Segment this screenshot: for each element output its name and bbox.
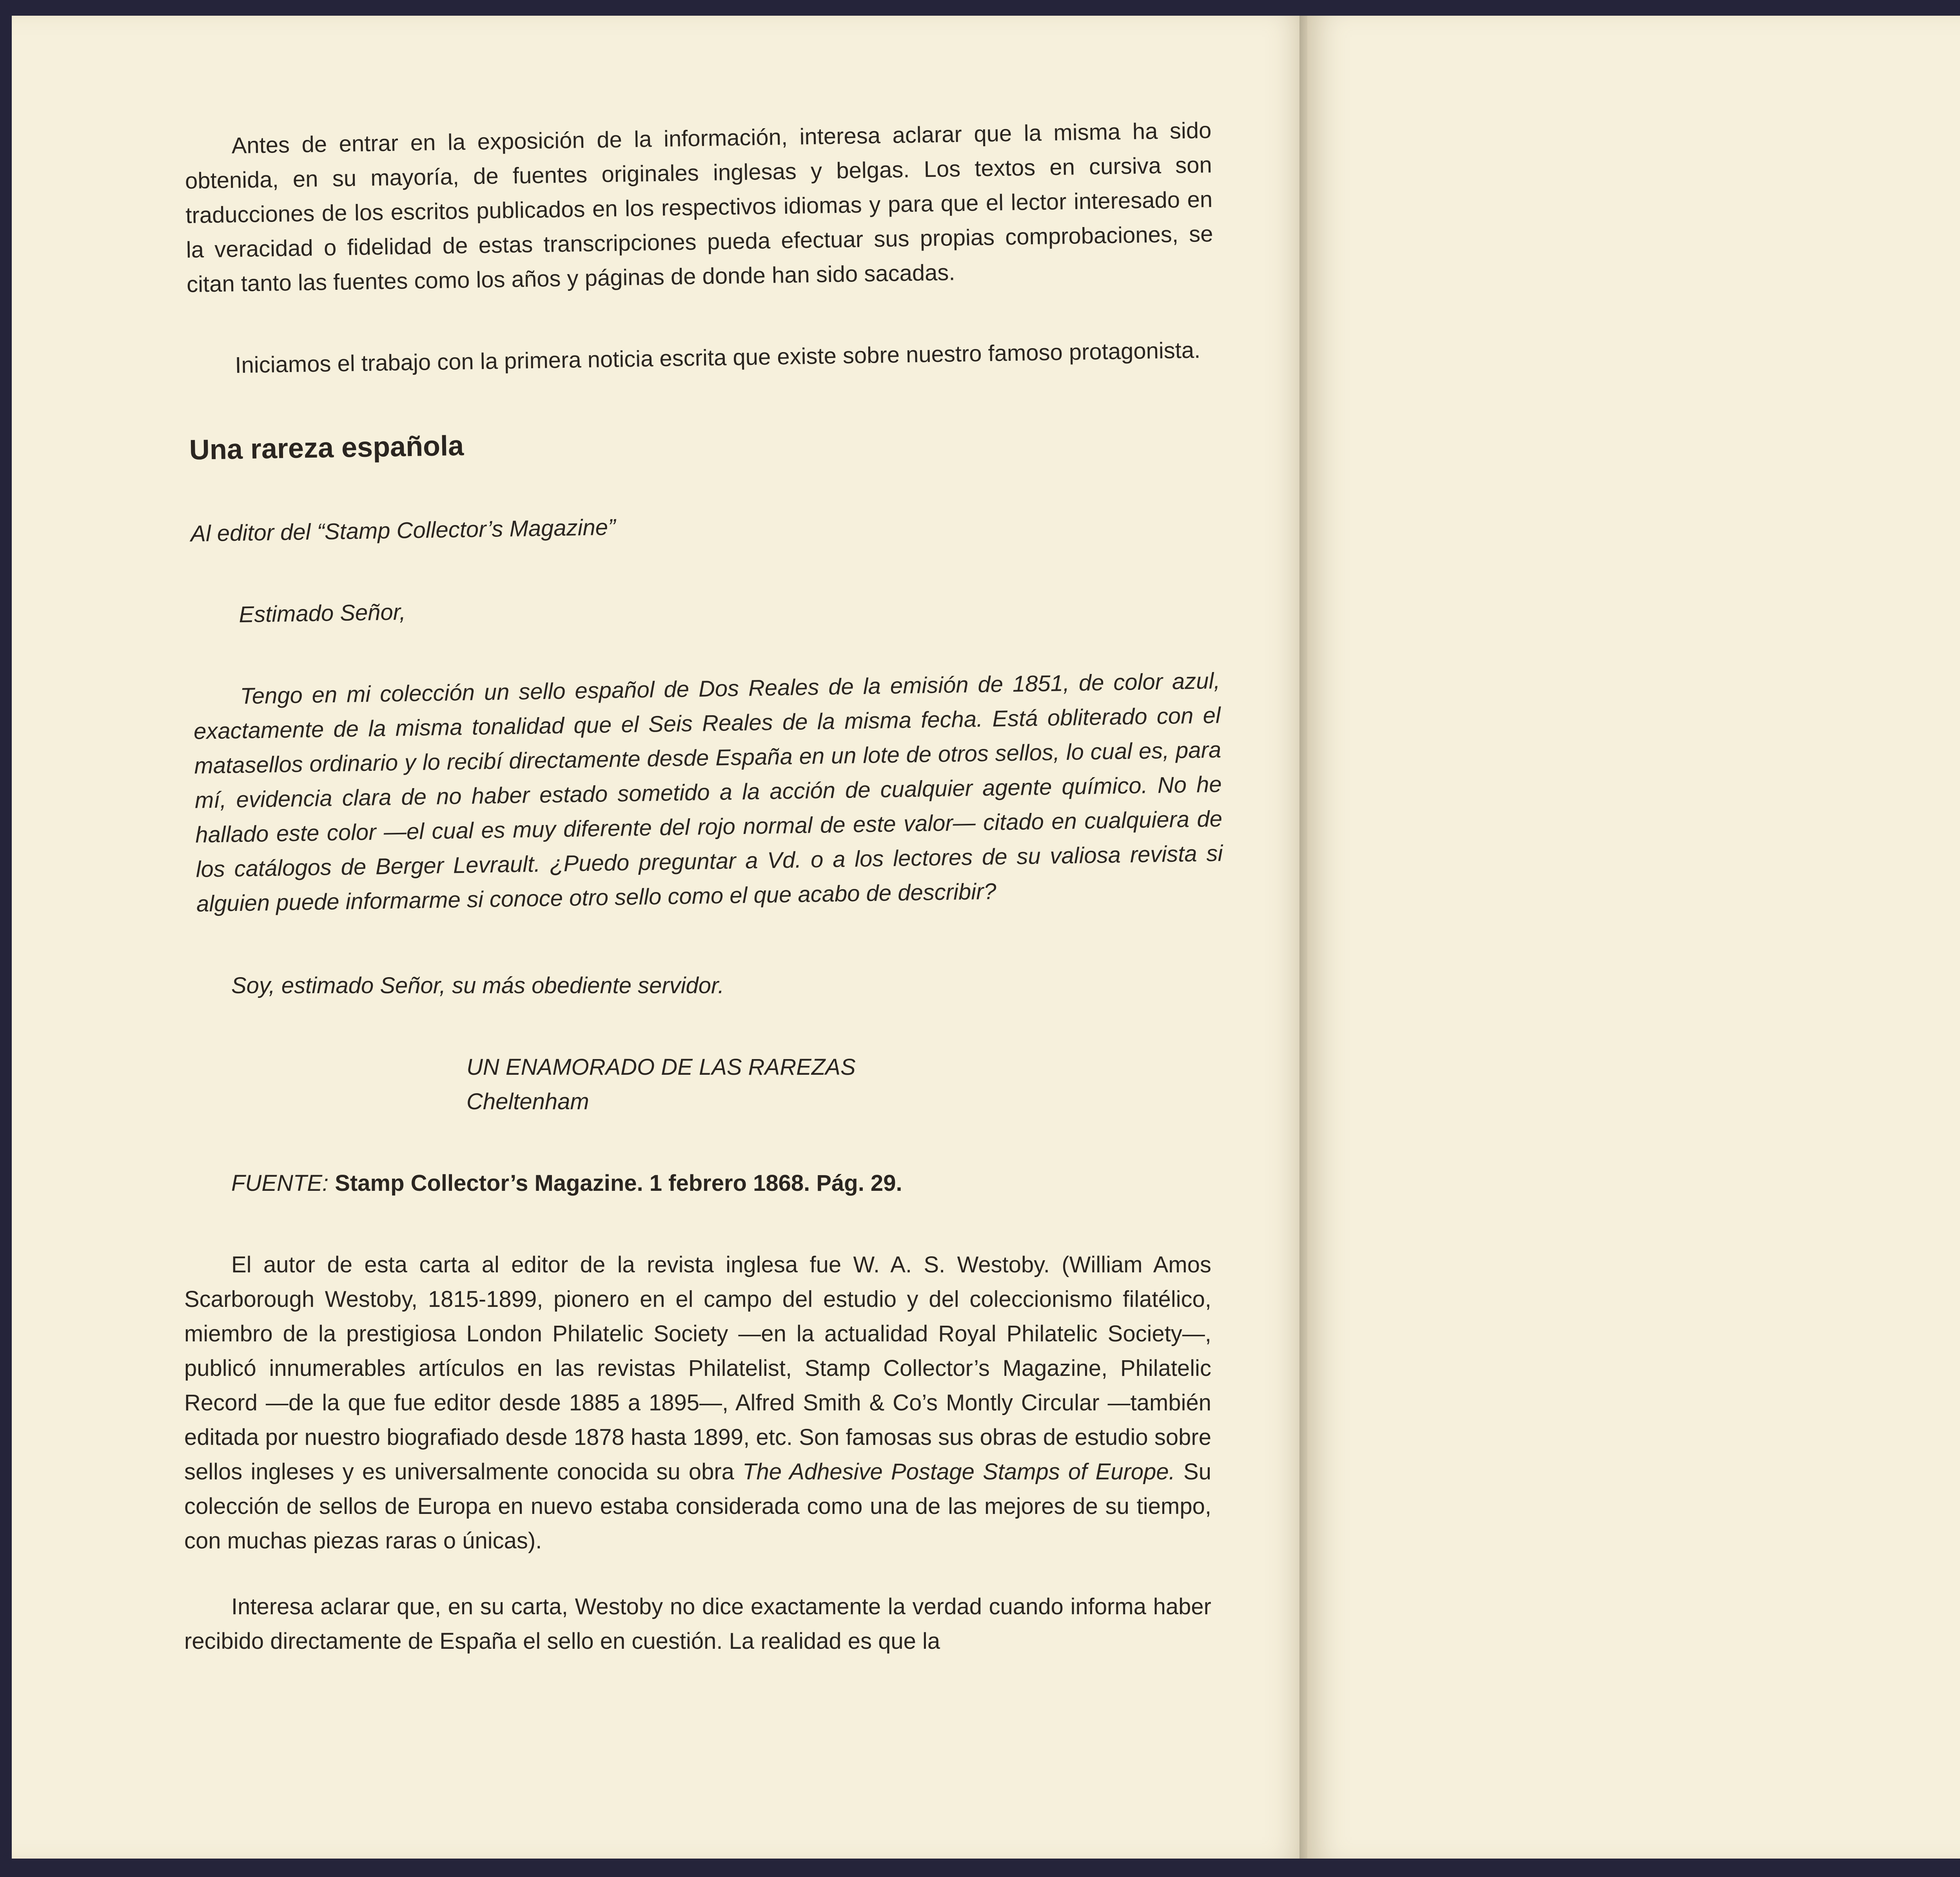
author-paragraph — [184, 1248, 1211, 1558]
skewed-intro — [184, 113, 1223, 921]
source-citation — [184, 1166, 1211, 1201]
clarify-paragraph: Interesa aclarar que, en su carta, Westoby no dice exactamente la verdad cuando informa haber recibido directamente de España el sello en cuestión. La realidad es que la — [184, 1594, 1211, 1654]
letter-greeting: Estimado Señor, — [238, 599, 406, 627]
left-column — [184, 117, 1223, 1706]
intro-paragraph: Antes de entrar en la exposición de la información, interesa aclarar que la misma ha sido obtenida, en su mayoría, de fuentes originales inglesas y belgas. Los textos en cursiva son traducciones de los escritos publicados en los respectivos idiomas y para que el lector interesado en la veracidad o fidelidad de estas transcripciones pueda efectuar sus propias comprobaciones, se citan tanto las fuentes como los años y páginas de donde han sido sacadas. — [185, 117, 1214, 297]
letter-signature — [466, 1050, 1211, 1119]
signature-name: UN ENAMORADO DE LAS RAREZAS — [466, 1054, 856, 1080]
book-title: The Adhesive Postage Stamps of Europe. — [742, 1459, 1175, 1485]
letter-body: Tengo en mi colección un sello español de Dos Reales de la emisión de 1851, de color azul, exactamente de la misma tonalidad que el Seis Reales de la misma fecha. Está obliterado con el matasellos ordinario y lo recibí directamente desde España en un lote de otros sellos, lo cual es, para mí, evidencia clara de no haber estado sometido a la acción de cualquier agente químico. No he hallado este color —el cual es muy diferente del rojo normal de este valor— citado en cualquiera de los catálogos de Berger Levrault. ¿Puedo preguntar a Vd. o a los lectores de su valiosa revista si alguien puede informarme si conoce otro sello como el que acabo de describir? — [193, 668, 1223, 917]
source-label: FUENTE: — [231, 1170, 329, 1196]
editor-line: Al editor del “Stamp Collector’s Magazine” — [190, 514, 616, 547]
author-text-end: Su colección de sellos de Europa en nuevo estaba considerada como una de las mejores de su tiempo, con muchas piezas raras o únicas). — [184, 1459, 1211, 1554]
section-heading: Una rareza española — [189, 430, 464, 466]
right-page — [1307, 16, 1960, 1859]
start-paragraph: Iniciamos el trabajo con la primera noticia escrita que existe sobre nuestro famoso protagonista. — [234, 337, 1201, 378]
letter-closing: Soy, estimado Señor, su más obediente servidor. — [231, 973, 724, 998]
author-text: El autor de esta carta al editor de la revista inglesa fue W. A. S. Westoby. (William Amos Scarborough Westoby, 1815-1899, pionero en el campo del estudio y del coleccionismo filatélico, miembro de la prestigiosa London Philatelic Society —en la actualidad Royal Philatelic Society—, publicó innumerables artículos en las revistas Philatelist, Stamp Collector’s Magazine, Philatelic Record —de la que fue editor desde 1885 a 1895—, Alfred Smith & Co’s Montly Circular —también editada por nuestro biografiado desde 1878 hasta 1899, etc. Son famosas sus obras de estudio sobre sellos ingleses y es universalmente conocida su obra — [184, 1252, 1211, 1485]
source-text: Stamp Collector’s Magazine. 1 febrero 1868. Pág. 29. — [335, 1170, 902, 1196]
left-page — [12, 16, 1307, 1859]
signature-place: Cheltenham — [466, 1089, 589, 1114]
